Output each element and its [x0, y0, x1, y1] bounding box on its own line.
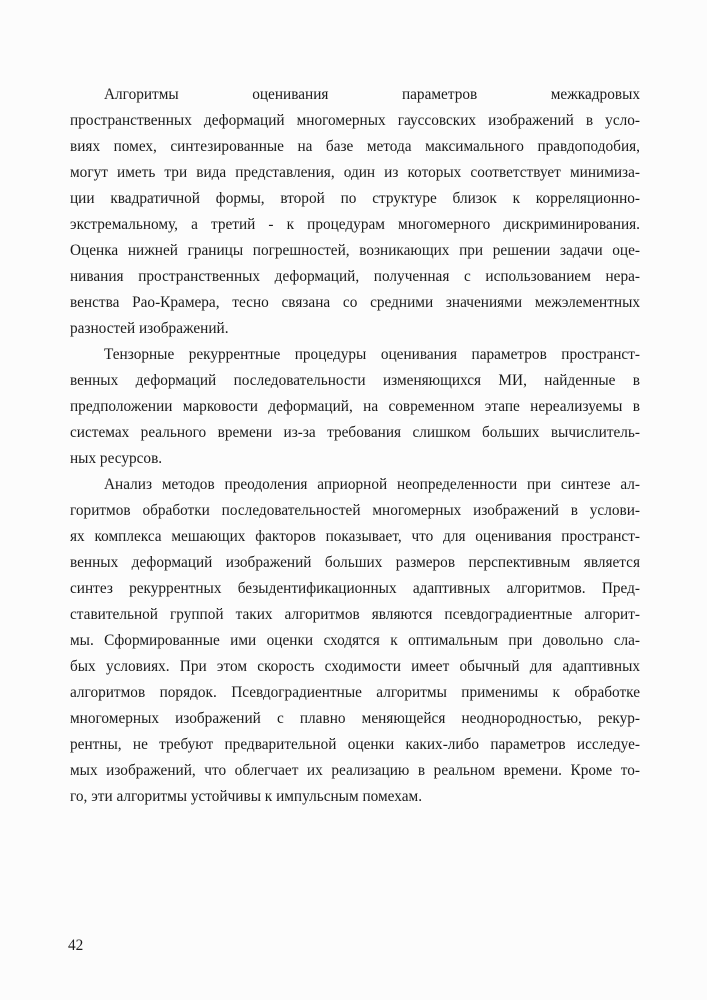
text-line: ции квадратичной формы, второй по структуре близок к корреляционно- — [70, 190, 640, 207]
text-line: разностей изображений. — [70, 320, 229, 337]
paragraph-2 — [70, 342, 640, 472]
text-line: го, эти алгоритмы устойчивы к импульсным помехам. — [70, 788, 423, 805]
text-line: бых условиях. При этом скорость сходимости имеет обычный для адаптивных — [70, 658, 640, 675]
paragraph-3 — [70, 472, 640, 810]
paragraph-1 — [70, 82, 640, 342]
text-line: ных ресурсов. — [70, 450, 163, 467]
text-line: Тензорные рекуррентные процедуры оценивания параметров пространст- — [104, 346, 640, 363]
text-line: пространственных деформаций многомерных гауссовских изображений в усло- — [70, 112, 640, 129]
text-line: Алгоритмы оценивания параметров межкадровых — [104, 86, 640, 103]
text-line: могут иметь три вида представления, один из которых соответствует минимиза- — [70, 164, 640, 181]
text-line: венных деформаций изображений больших размеров перспективным является — [70, 554, 640, 571]
text-line: венства Рао-Крамера, тесно связана со средними значениями межэлементных — [70, 294, 640, 311]
page-body — [70, 82, 640, 810]
text-line: рентны, не требуют предварительной оценки каких-либо параметров исследуе- — [70, 736, 640, 753]
text-line: мы. Сформированные ими оценки сходятся к оптимальным при довольно сла- — [70, 632, 640, 649]
text-line: экстремальному, а третий - к процедурам многомерного дискриминирования. — [70, 216, 640, 233]
text-line: мых изображений, что облегчает их реализацию в реальном времени. Кроме то- — [70, 762, 640, 779]
text-line: Анализ методов преодоления априорной неопределенности при синтезе ал- — [104, 476, 640, 493]
page-number: 42 — [68, 937, 84, 954]
text-line: системах реального времени из-за требования слишком больших вычислитель- — [70, 424, 640, 441]
text-line: синтез рекуррентных безыдентификационных адаптивных алгоритмов. Пред- — [70, 580, 640, 597]
text-line: ях комплекса мешающих факторов показывает, что для оценивания пространст- — [70, 528, 640, 545]
text-line: виях помех, синтезированные на базе метода максимального правдоподобия, — [70, 138, 640, 155]
text-line: горитмов обработки последовательностей многомерных изображений в услови- — [70, 502, 640, 519]
text-line: венных деформаций последовательности изменяющихся МИ, найденные в — [70, 372, 640, 389]
text-line: многомерных изображений с плавно меняющейся неоднородностью, рекур- — [70, 710, 640, 727]
text-line: ставительной группой таких алгоритмов являются псевдоградиентные алгорит- — [70, 606, 640, 623]
text-line: нивания пространственных деформаций, полученная с использованием нера- — [70, 268, 640, 285]
text-line: Оценка нижней границы погрешностей, возникающих при решении задачи оце- — [70, 242, 640, 259]
text-line: предположении марковости деформаций, на современном этапе нереализуемы в — [70, 398, 640, 415]
text-line: алгоритмов порядок. Псевдоградиентные алгоритмы применимы к обработке — [70, 684, 640, 701]
